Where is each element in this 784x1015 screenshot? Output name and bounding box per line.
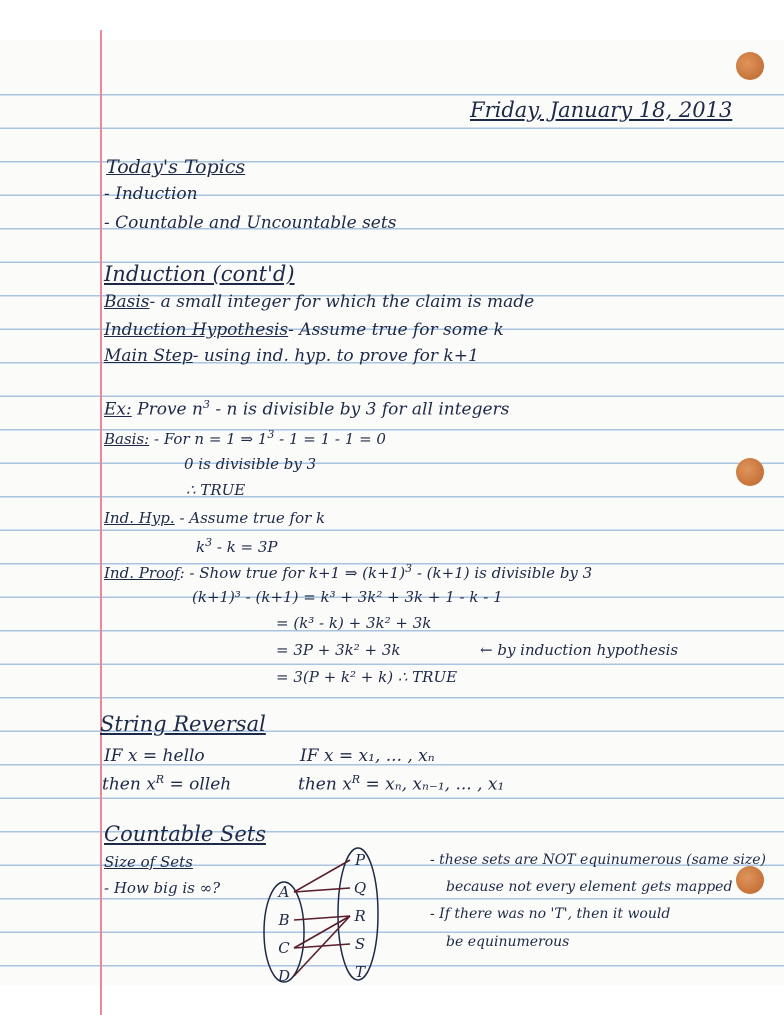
set-left-element: C bbox=[278, 939, 290, 957]
example-statement bbox=[104, 398, 509, 420]
date: Friday, January 18, 2013 bbox=[470, 98, 733, 122]
equinumerous-note: be equinumerous bbox=[446, 934, 570, 950]
example-basis bbox=[104, 428, 386, 448]
reversal-text: then x bbox=[298, 774, 352, 795]
example-proof-text-b: - (k+1) is divisible by 3 bbox=[412, 564, 593, 582]
example-proof-exponent: 3 bbox=[405, 562, 413, 575]
basis-label: Basis bbox=[104, 292, 150, 312]
proof-step: = 3(P + k² + k) ∴ TRUE bbox=[276, 668, 458, 686]
set-right-element: S bbox=[354, 935, 366, 953]
example-hypothesis-equation bbox=[196, 536, 278, 556]
example-label: Ex: bbox=[104, 399, 132, 420]
example-hypothesis-label: Ind. Hyp. bbox=[104, 509, 175, 527]
induction-heading: Induction (cont'd) bbox=[104, 262, 295, 286]
example-proof-label: Ind. Proof bbox=[104, 564, 180, 582]
equation-exponent: 3 bbox=[205, 536, 213, 549]
reversal-example-result bbox=[102, 773, 231, 795]
example-statement-exponent: 3 bbox=[202, 398, 210, 411]
basis-text: - a small integer for which the claim is made bbox=[149, 292, 535, 312]
set-right-element: R bbox=[354, 907, 366, 925]
equation-part: - k = 3P bbox=[212, 538, 278, 556]
example-basis-conclusion: ∴ TRUE bbox=[186, 481, 246, 499]
reversal-text: = olleh bbox=[164, 774, 232, 795]
mapping-line bbox=[294, 916, 350, 976]
hypothesis-text: - Assume true for some k bbox=[288, 320, 504, 340]
reversal-text: then x bbox=[102, 774, 156, 795]
topics-heading: Today's Topics bbox=[106, 156, 246, 178]
string-reversal-heading: String Reversal bbox=[100, 712, 266, 736]
equinumerous-note: - these sets are NOT equinumerous (same size) bbox=[430, 852, 766, 868]
example-proof bbox=[104, 562, 592, 582]
set-right-element: Q bbox=[353, 879, 367, 897]
reversal-text: = xₙ, xₙ₋₁, ... , x₁ bbox=[360, 774, 505, 795]
example-statement-a: Prove n bbox=[137, 399, 203, 420]
mapping-line bbox=[294, 916, 350, 948]
margin-line bbox=[100, 30, 102, 1015]
set-left-element: B bbox=[278, 911, 290, 929]
example-proof-text-a: : - Show true for k+1 ⇒ (k+1) bbox=[179, 564, 406, 582]
set-left-element: A bbox=[278, 883, 290, 901]
reversal-general-result bbox=[298, 773, 504, 795]
topic-item: - Induction bbox=[104, 184, 198, 204]
hypothesis-definition bbox=[104, 320, 504, 340]
binder-hole bbox=[736, 458, 764, 486]
reversal-superscript: R bbox=[351, 773, 361, 786]
basis-definition bbox=[104, 292, 534, 312]
page-bottom-margin bbox=[0, 985, 784, 1015]
example-hypothesis-text: - Assume true for k bbox=[179, 509, 326, 527]
example-basis-line-a: - For n = 1 ⇒ 1 bbox=[154, 430, 268, 448]
example-basis-exponent: 3 bbox=[267, 428, 275, 441]
example-basis-label: Basis: bbox=[104, 430, 150, 448]
proof-step: (k+1)³ - (k+1) = k³ + 3k² + 3k + 1 - k - 1 bbox=[192, 588, 503, 606]
main-step-definition bbox=[104, 346, 479, 366]
set-right-element: T bbox=[354, 963, 366, 981]
equinumerous-note: - If there was no 'T', then it would bbox=[430, 906, 671, 922]
countable-sets-heading: Countable Sets bbox=[104, 822, 267, 846]
example-basis-line: 0 is divisible by 3 bbox=[184, 455, 317, 473]
proof-step-note: ← by induction hypothesis bbox=[480, 641, 679, 659]
reversal-superscript: R bbox=[155, 773, 165, 786]
equinumerous-note: because not every element gets mapped bbox=[446, 879, 733, 895]
infinity-question: - How big is ∞? bbox=[104, 879, 221, 897]
mapping-line bbox=[294, 888, 350, 892]
page-top-margin bbox=[0, 0, 784, 40]
example-hypothesis bbox=[104, 509, 325, 527]
main-step-label: Main Step bbox=[104, 346, 193, 366]
reversal-example-line: IF x = hello bbox=[104, 746, 205, 766]
main-step-text: - using ind. hyp. to prove for k+1 bbox=[192, 346, 479, 366]
proof-step: = 3P + 3k² + 3k bbox=[276, 641, 401, 659]
binder-hole bbox=[736, 866, 764, 894]
set-mapping-diagram bbox=[262, 848, 382, 988]
set-left-element: D bbox=[277, 967, 291, 985]
set-right-element: P bbox=[354, 851, 366, 869]
topic-item: - Countable and Uncountable sets bbox=[104, 213, 397, 233]
example-basis-line-b: - 1 = 1 - 1 = 0 bbox=[274, 430, 386, 448]
reversal-general-line: IF x = x₁, ... , xₙ bbox=[300, 746, 435, 766]
hypothesis-label: Induction Hypothesis bbox=[104, 320, 289, 340]
proof-step: = (k³ - k) + 3k² + 3k bbox=[276, 614, 432, 632]
equation-part: k bbox=[196, 538, 206, 556]
example-statement-b: - n is divisible by 3 for all integers bbox=[209, 399, 510, 420]
size-of-sets-subheading: Size of Sets bbox=[104, 853, 193, 871]
binder-hole bbox=[736, 52, 764, 80]
